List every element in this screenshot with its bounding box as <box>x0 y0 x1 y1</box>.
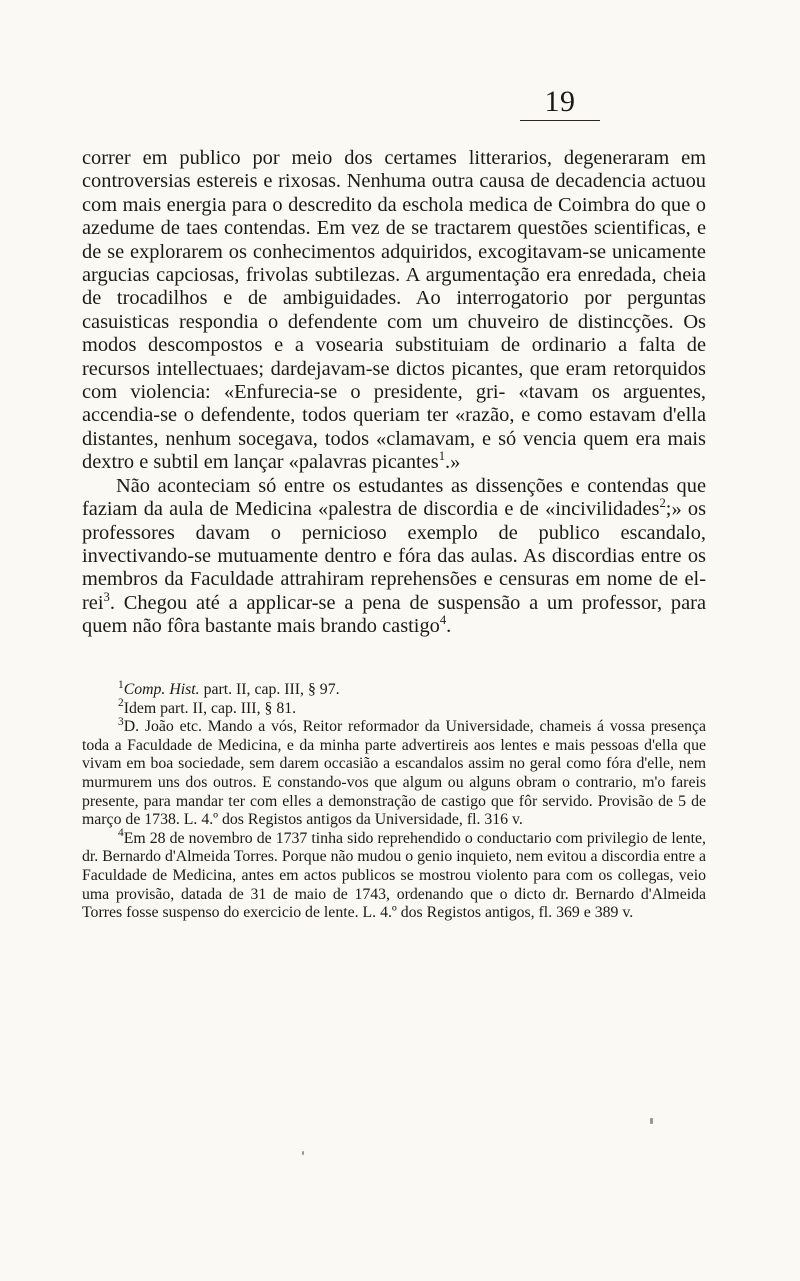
paragraph-1-closing: .» <box>445 451 461 474</box>
paragraph-1 <box>82 147 706 475</box>
paragraph-2 <box>82 475 706 639</box>
note-ref-3: 3 <box>103 589 110 604</box>
footnote-2: 2Idem part. II, cap. III, § 81. <box>118 697 297 717</box>
footnote-italic: Comp. Hist. <box>123 681 200 698</box>
footnote-text: part. II, cap. III, § 97. <box>199 681 340 698</box>
footnote-1: 1Comp. Hist. part. II, cap. III, § 97. <box>118 678 340 698</box>
footnote-3: 3D. João etc. Mando a vós, Reitor reformador da Universidade, chameis á vossa presença toda a Faculdade de Medicina, e da minha parte advertireis aos lentes e mais pessoas d'ella que vivam em boa sociedade, sem darem occasião a escandalos assim no geral como fóra d'elle, nem murmurem uns dos outros. E constando-vos que algum ou alguns obram o contrario, m'o fareis presente, para mandar ter com elles a demonstração de castigo que fôr servido. Provisão de 5 de março de 1738. L. 4.º dos Registos antigos da Universidade, fl. 316 v. <box>82 715 706 829</box>
paper-speck <box>650 1118 653 1124</box>
paragraph-1-text: correr em publico por meio dos certames litterarios, degeneraram em controversias estereis e rixosas. Nenhuma outra causa de decadencia actuou com mais energia para o descredito da eschola medica de Coimbra do que o azedume de taes contendas. Em vez de se tractarem questões scientificas, e de se explorarem os conhecimentos adquiridos, excogitavam-se unicamente argucias capciosas, frivolas subtilezas. A argumentação era enredada, cheia de trocadilhos e de ambiguidades. Ao interrogatorio por perguntas casuisticas respondia o defendente com um chuveiro de distincções. Os modos descompostos e a vosearia substituiam de ordinario a falta de recursos intellectuaes; dardejavam-se dictos picantes, que eram retorquidos com violencia: «Enfurecia-se o presidente, gri- «tavam os arguentes, accendia-se o defendente, todos queriam ter «razão, e como estavam d'ella distantes, nenhum socegava, todos «clamavam, e só vencia quem era mais dextro e subtil em lançar «palavras picantes <box>82 147 706 474</box>
page-number: 19 <box>520 86 600 121</box>
paragraph-2-text-a: Não aconteciam só entre os estudantes as dissenções e contendas que faziam da aula de Medicina «palestra de discordia e de «incivilidades <box>82 474 706 521</box>
footnote-text: Idem part. II, cap. III, § 81. <box>123 699 297 717</box>
paper-speck <box>302 1151 304 1155</box>
footnote-text: D. João etc. Mando a vós, Reitor reformador da Universidade, chameis á vossa presença toda a Faculdade de Medicina, e da minha parte advertireis aos lentes e mais pessoas d'ella que vivam em boa sociedade, sem darem occasião a escandalos assim no geral como fóra d'elle, nem murmurem uns dos outros. E constando-vos que algum ou alguns obram o contrario, m'o fareis presente, para mandar ter com elles a demonstração de castigo que fôr servido. Provisão de 5 de março de 1738. L. 4.º dos Registos antigos da Universidade, fl. 316 v. <box>82 718 706 829</box>
note-ref-4: 4 <box>439 613 447 628</box>
footnotes <box>82 678 706 923</box>
note-ref-1: 1 <box>438 449 446 464</box>
footnote-text: Em 28 de novembro de 1737 tinha sido reprehendido o conductario com privilegio de lente, dr. Bernardo d'Almeida Torres. Porque não mudou o genio inquieto, nem evitou a discordia entre a Faculdade de Medicina, antes em actos publicos se mostrou violento para com os collegas, veio uma provisão, datada de 31 de maio de 1743, ordenando que o dicto dr. Bernardo d'Almeida Torres fosse suspenso do exercicio de lente. L. 4.º dos Registos antigos, fl. 369 e 389 v. <box>82 829 706 922</box>
footnote-4: 4Em 28 de novembro de 1737 tinha sido reprehendido o conductario com privilegio de lente, dr. Bernardo d'Almeida Torres. Porque não mudou o genio inquieto, nem evitou a discordia entre a Faculdade de Medicina, antes em actos publicos se mostrou violento para com os collegas, veio uma provisão, datada de 31 de maio de 1743, ordenando que o dicto dr. Bernardo d'Almeida Torres fosse suspenso do exercicio de lente. L. 4.º dos Registos antigos, fl. 369 e 389 v. <box>82 827 706 922</box>
paragraph-2-text-c: . Chegou até a applicar-se a pena de suspensão a um professor, para quem não fôra bastante mais brando castigo <box>82 591 706 638</box>
paragraph-2-text-b: ;» os professores davam o pernicioso exemplo de publico escandalo, invectivando-se mutuamente dentro e fóra das aulas. As discordias entre os membros da Faculdade attrahiram reprehensões e censuras em nome de el-rei <box>82 498 706 614</box>
note-ref-2: 2 <box>659 496 666 511</box>
paragraph-2-text-end: . <box>446 615 452 638</box>
main-text <box>82 147 706 639</box>
